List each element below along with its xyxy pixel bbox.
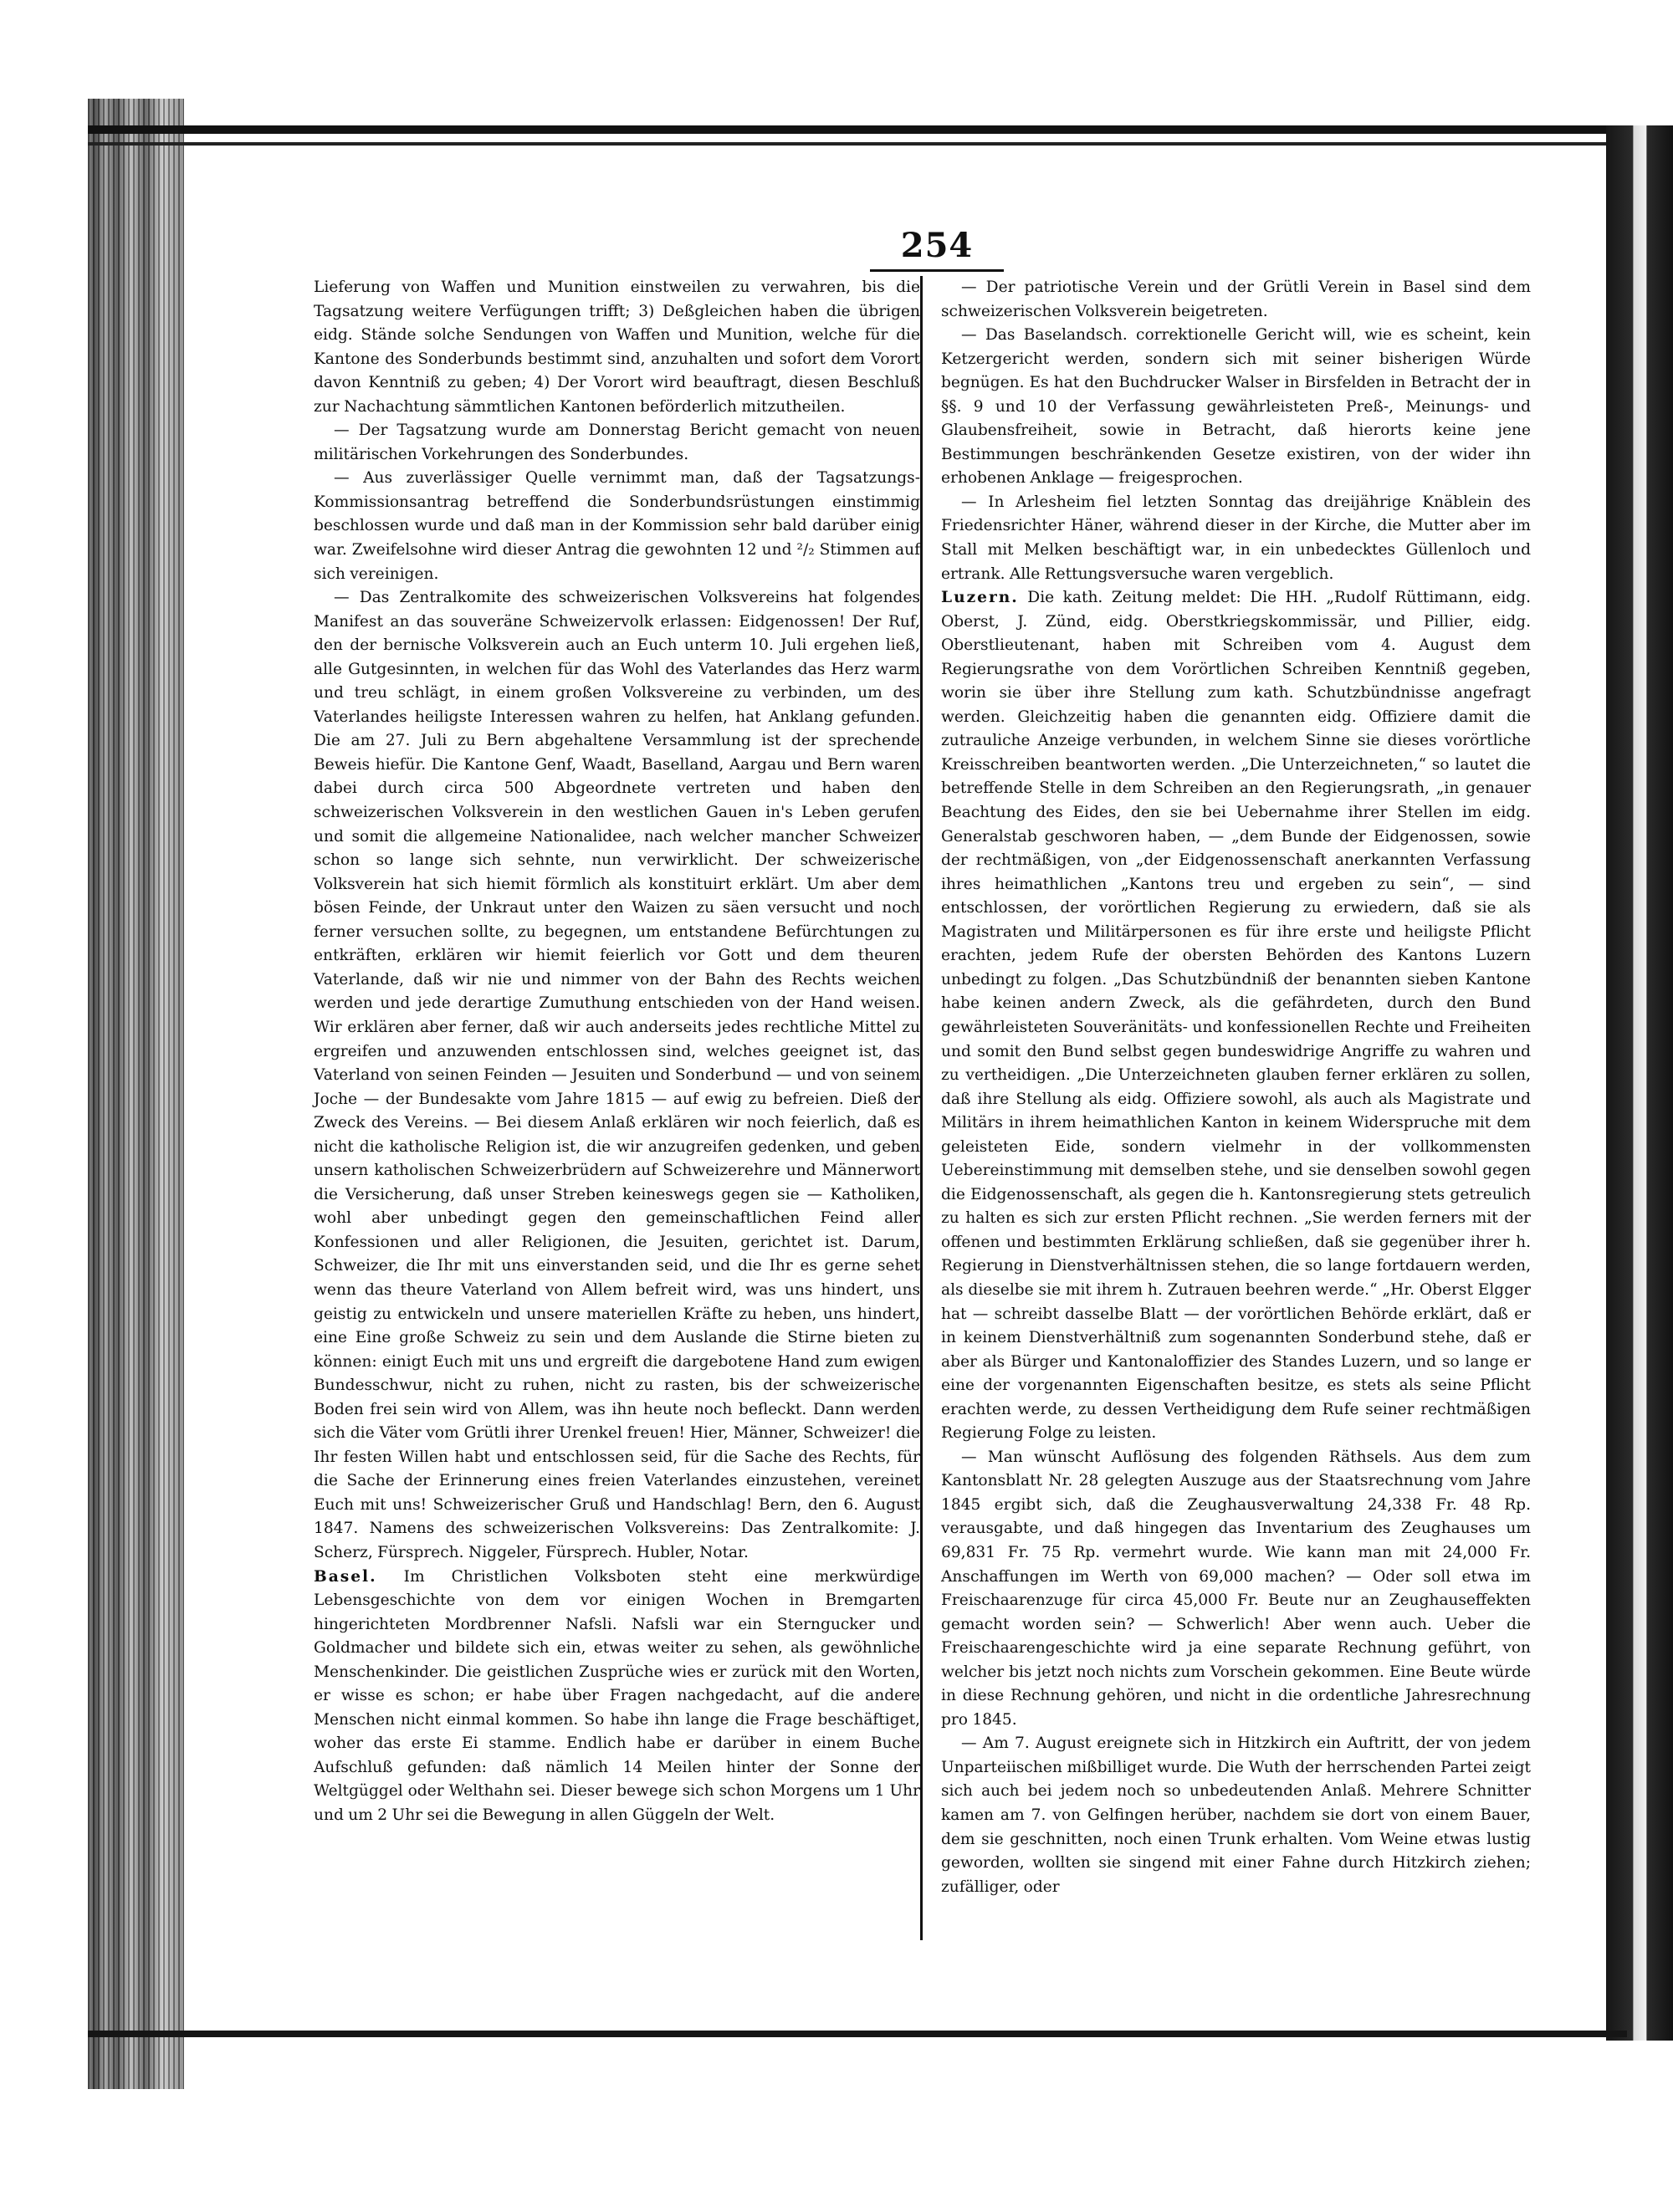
paragraph: Lieferung von Waffen und Munition einstweilen zu verwahren, bis die Tagsatzung weitere Verfügungen trifft; 3) Deßgleichen haben die übrigen eidg. Stände solche Sendungen von Waffen und Munition, welche für die Kantone des Sonderbunds bestimmt sind, anzuhalten und sofort dem Vorort davon Kenntniß zu geben; 4) Der Vorort wird beauftragt, diesen Beschluß zur Nachachtung sämmtlichen Kantonen beförderlich mitzutheilen. (314, 278, 920, 416)
paragraph: — Das Baselandsch. correktionelle Gericht will, wie es scheint, kein Ketzergericht werden, sondern sich mit seiner bisherigen Würde begnügen. Es hat den Buchdrucker Walser in Birsfelden in Betracht der in §§. 9 und 10 der Verfassung gewährleisteten Preß-, Meinungs- und Glaubensfreiheit, sowie in Betracht, daß hierorts keine jene Bestimmungen beschränkenden Gesetze existiren, von der wider ihn erhobenen Anklage — freigesprochen. (941, 326, 1531, 488)
section-heading: Basel. (314, 1567, 377, 1586)
right-text-column (941, 276, 1531, 1899)
book-page-edges-texture (88, 99, 184, 2089)
paragraph: — Man wünscht Auflösung des folgenden Räthsels. Aus dem zum Kantonsblatt Nr. 28 gelegten Auszuge aus der Staatsrechnung vom Jahre 1845 ergibt sich, daß die Zeughausverwaltung 24,338 Fr. 48 Rp. verausgabte, und daß hingegen das Inventarium des Zeughauses um 69,831 Fr. 75 Rp. vermehrt wurde. Wie kann man mit 24,000 Fr. Anschaffungen im Werth von 69,000 machen? — Oder soll etwa im Freischaarenzuge für circa 45,000 Fr. Beute nur an Zeughauseffekten gemacht worden sein? — Schwerlich! Aber wenn auch. Ueber die Freischaarengeschichte wird ja eine separate Rechnung geführt, von welcher bis jetzt noch nichts zum Vorschein gekommen. Eine Beute würde in diese Rechnung gehören, und nicht in die ordentliche Jahresrechnung pro 1845. (941, 1448, 1531, 1729)
page-number: 254 (900, 226, 974, 265)
left-text-column (314, 276, 920, 1828)
paragraph (941, 586, 1531, 1446)
section-heading: Luzern. (941, 589, 1019, 607)
paragraph: — Am 7. August ereignete sich in Hitzkirch ein Auftritt, der von jedem Unparteiischen mißbilliget wurde. Die Wuth der herrschenden Partei zeigt sich auch bei jedem noch so unbedeutenden Anlaß. Mehrere Schnitter kamen am 7. von Gelfingen herüber, nachdem sie dort von einem Bauer, dem sie geschnitten, noch einen Trunk erhalten. Vom Weine etwas lustig geworden, wollten sie singend mit einer Fahne durch Hitzkirch ziehen; zufälliger, oder (941, 1734, 1531, 1896)
right-book-edge (1606, 125, 1673, 2041)
paragraph-text: Im Christlichen Volksboten steht eine merkwürdige Lebensgeschichte von dem vor einigen Wochen in Bremgarten hingerichteten Mordbrenner Nafsli. Nafsli war ein Sterngucker und Goldmacher und bildete sich ein, etwas weiter zu sehen, als gewöhnliche Menschenkinder. Die geistlichen Zusprüche wies er zurück mit den Worten, er wisse es schon; er habe über Fragen nachgedacht, auf die andere Menschen nicht einmal kommen. So habe ihn lange die Frage beschäftiget, woher das erste Ei stamme. Endlich habe er darüber in einem Buche Aufschluß gefunden: daß nämlich 14 Meilen hinter der Sonne der Weltgüggel oder Welthahn sei. Dieser bewege sich schon Morgens um 1 Uhr und um 2 Uhr sei die Bewegung in allen Güggeln der Welt. (314, 1567, 920, 1824)
paragraph: — Der Tagsatzung wurde am Donnerstag Bericht gemacht von neuen militärischen Vorkehrungen des Sonderbundes. (314, 421, 920, 463)
paragraph: — Der patriotische Verein und der Grütli Verein in Basel sind dem schweizerischen Volksverein beigetreten. (941, 278, 1531, 320)
paragraph (314, 1566, 920, 1828)
paragraph-text: Die kath. Zeitung meldet: Die HH. „Rudolf Rüttimann, eidg. Oberst, J. Zünd, eidg. Oberstkriegskommissär, und Pillier, eidg. Oberstlieutenant, haben mit Schreiben vom 4. August dem Regierungsrathe von dem Vorörtlichen Schreiben Kenntniß gegeben, worin sie über ihre Stellung zum kath. Schutzbündnisse angefragt werden. Gleichzeitig haben die genannten eidg. Offiziere damit die zutrauliche Anzeige verbunden, in welchem Sinne sie dieses vorörtliche Kreisschreiben beantworten werden. „Die Unterzeichneten,“ so lautet die betreffende Stelle in dem Schreiben an den Regierungsrath, „in genauer Beachtung des Eides, den sie bei Uebernahme ihrer Stellen im eidg. Generalstab geschworen haben, — „dem Bunde der Eidgenossen, sowie der rechtmäßigen, von „der Eidgenossenschaft anerkannten Verfassung ihres heimathlichen „Kantons treu und ergeben zu sein“, — sind entschlossen, der vorörtlichen Regierung zu erwiedern, daß sie als Magistraten und Militärpersonen es für ihre erste und heiligste Pflicht erachten, jedem Rufe der obersten Behörden des Kantons Luzern unbedingt zu folgen. „Das Schutzbündniß der benannten sieben Kantone habe keinen andern Zweck, als die gefährdeten, durch den Bund gewährleisteten Souveränitäts- und konfessionellen Rechte und Freiheiten und somit den Bund selbst gegen bundeswidrige Angriffe zu wahren und zu vertheidigen. „Die Unterzeichneten glauben ferner erklären zu sollen, daß ihre Stellung als eidg. Offiziere sowohl, als auch als Magistrate und Militärs in ihrem heimathlichen Kanton in keinem Widerspruche mit dem geleisteten Eide, sondern vielmehr in der vollkommensten Uebereinstimmung mit demselben stehe, und sie denselben sowohl gegen die Eidgenossenschaft, als gegen die h. Kantonsregierung stets getreulich zu halten es sich zur ersten Pflicht rechnen. „Sie werden ferners mit der offenen und bestimmten Erklärung schließen, daß sie gegenüber ihrer h. Regierung in Dienstverhältnissen stehen, die so lange fortdauern werden, als dieselbe sie mit ihrem h. Zutrauen beehren werde.“ „Hr. Oberst Elgger hat — schreibt dasselbe Blatt — der vorörtlichen Behörde erklärt, daß er in keinem Dienstverhältniß zum sogenannten Sonderbund stehe, daß er aber als Bürger und Kantonaloffizier des Standes Luzern, und so lange er eine der vorgenannten Eigenschaften besitze, es stets als seine Pflicht erachten werde, zu dessen Vertheidigung dem Rufe seiner rechtmäßigen Regierung Folge zu leisten. (941, 589, 1531, 1443)
bottom-border-rule (88, 2031, 1627, 2037)
column-divider (920, 276, 923, 1940)
top-border-rule-inner (88, 142, 1623, 146)
scan-margin-left (0, 0, 88, 2212)
paragraph: — Aus zuverlässiger Quelle vernimmt man, daß der Tagsatzungs-Kommissionsantrag betreffend die Sonderbundsrüstungen einstimmig beschlossen wurde und daß man in der Kommission sehr bald darüber einig war. Zweifelsohne wird dieser Antrag die gewohnten 12 und ²/₂ Stimmen auf sich vereinigen. (314, 469, 920, 583)
paragraph: — In Arlesheim fiel letzten Sonntag das dreijährige Knäblein des Friedensrichter Häner, während dieser in der Kirche, die Mutter aber im Stall mit Melken beschäftigt war, in ein unbedecktes Güllenloch und ertrank. Alle Rettungsversuche waren vergeblich. (941, 493, 1531, 583)
top-border-rule (88, 125, 1623, 134)
paragraph: — Das Zentralkomite des schweizerischen Volksvereins hat folgendes Manifest an das souveräne Schweizervolk erlassen: Eidgenossen! Der Ruf, den der bernische Volksverein auch an Euch unterm 10. Juli ergehen ließ, alle Gutgesinnten, in welchen für das Wohl des Vaterlandes das Herz warm und treu schlägt, in einem großen Volksvereine zu verbinden, um des Vaterlandes heiligste Interessen wahren zu helfen, hat Anklang gefunden. Die am 27. Juli zu Bern abgehaltene Versammlung ist der sprechende Beweis hiefür. Die Kantone Genf, Waadt, Baselland, Aargau und Bern waren dabei durch circa 500 Abgeordnete vertreten und haben den schweizerischen Volksverein in den westlichen Gauen in's Leben gerufen und somit die allgemeine Nationalidee, nach welcher mancher Schweizer schon so lange sich sehnte, nun verwirklicht. Der schweizerische Volksverein hat sich hiemit förmlich als konstituirt erklärt. Um aber dem bösen Feinde, der Unkraut unter den Waizen zu säen versucht und noch ferner versuchen sollte, zu begegnen, um entstandene Befürchtungen zu entkräften, erklären wir hiemit feierlich vor Gott und dem theuren Vaterlande, daß wir nie und nimmer von der Bahn des Rechts weichen werden und jede derartige Zumuthung entschieden von der Hand weisen. Wir erklären aber ferner, daß wir auch anderseits jedes rechtliche Mittel zu ergreifen und anzuwenden entschlossen sind, welches geeignet ist, das Vaterland von seinen Feinden — Jesuiten und Sonderbund — und von seinem Joche — der Bundesakte vom Jahre 1815 — auf ewig zu befreien. Dieß der Zweck des Vereins. — Bei diesem Anlaß erklären wir noch feierlich, daß es nicht die katholische Religion ist, die wir anzugreifen gedenken, und geben unsern katholischen Schweizerbrüdern auf Schweizerehre und Männerwort die Versicherung, daß unser Streben keineswegs gegen sie — Katholiken, wohl aber unbedingt gegen den gemeinschaftlichen Feind aller Konfessionen und aller Religionen, die Jesuiten, gerichtet ist. Darum, Schweizer, die Ihr mit uns einverstanden seid, und die Ihr es gerne sehet wenn das theure Vaterland von Allem befreit wird, was uns hindert, uns geistig zu entwickeln und unsere materiellen Kräfte zu heben, uns hindert, eine Eine große Schweiz zu sein und dem Auslande die Stirne bieten zu können: einigt Euch mit uns und ergreift die dargebotene Hand zum ewigen Bundesschwur, nicht zu ruhen, nicht zu rasten, bis der schweizerische Boden frei sein wird von Allem, was ihn heute noch befleckt. Dann werden sich die Väter vom Grütli ihrer Urenkel freuen! Hier, Männer, Schweizer! die Ihr festen Willen habt und entschlossen seid, für die Sache des Rechts, für die Sache der Erinnerung eines freien Vaterlandes einzustehen, vereinet Euch mit uns! Schweizerischer Gruß und Handschlag! Bern, den 6. August 1847. Namens des schweizerischen Volksvereins: Das Zentralkomite: J. Scherz, Fürsprech. Niggeler, Fürsprech. Hubler, Notar. (314, 589, 920, 1561)
page-number-underline (870, 269, 1004, 272)
